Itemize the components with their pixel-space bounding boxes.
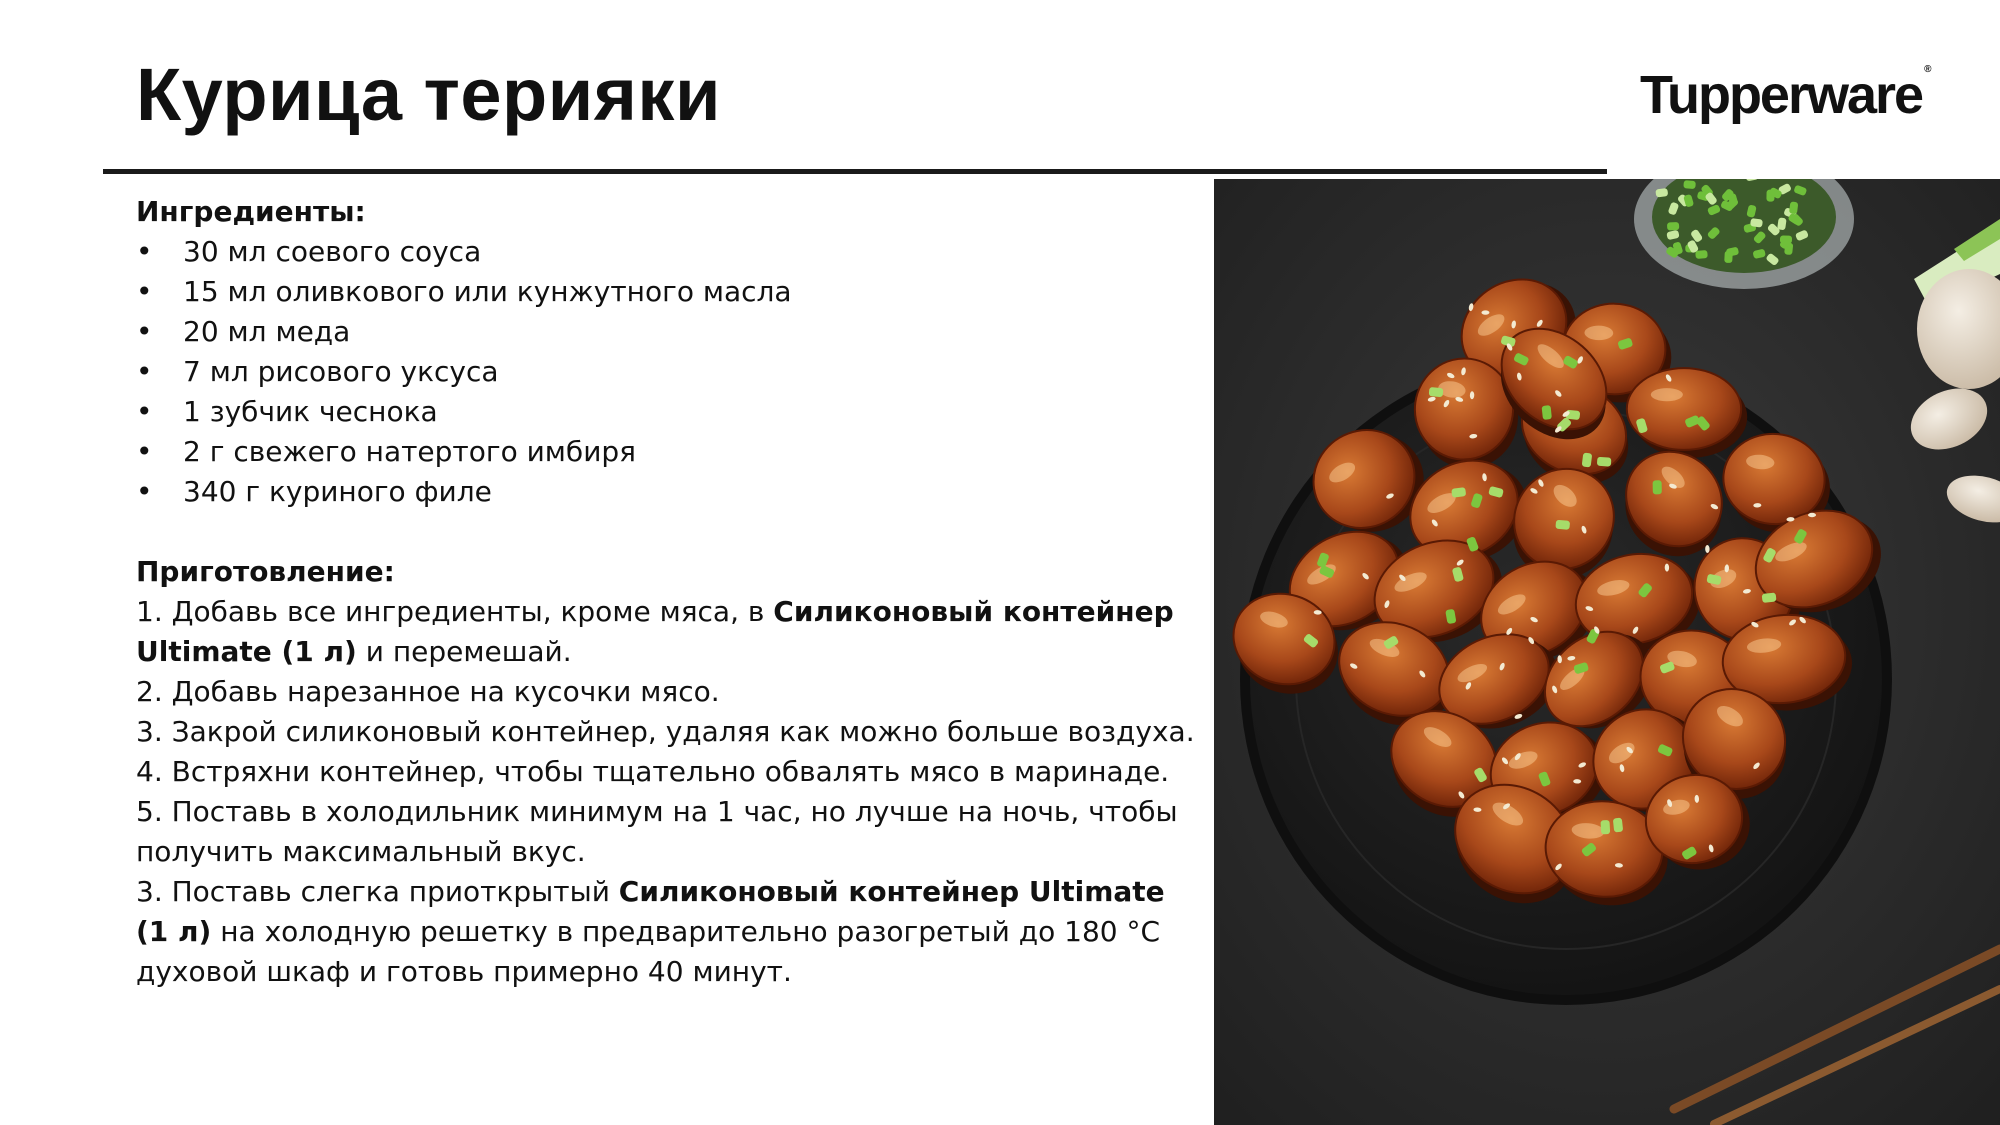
scallion-piece xyxy=(1582,452,1593,467)
ingredient-text: 2 г свежего натертого имбиря xyxy=(183,435,637,468)
scallion-piece xyxy=(1600,820,1610,834)
step-item: 3. Поставь слегка приоткрытый Силиконовый контейнер Ultimate (1 л) на холодную решетку в предварительно разогретый до 180 °С духовой шкаф и готовь примерно 40 минут. xyxy=(136,875,1165,988)
sesame-seed xyxy=(1481,310,1489,314)
list-item xyxy=(136,432,1196,472)
step-item: 1. Добавь все ингредиенты, кроме мяса, в Силиконовый контейнер Ultimate (1 л) и перемешай. xyxy=(136,595,1174,668)
ingredient-text: 340 г куриного филе xyxy=(183,475,492,508)
scallion-piece xyxy=(1429,387,1444,397)
ingredient-text: 1 зубчик чеснока xyxy=(183,395,438,428)
list-item xyxy=(136,352,1196,392)
preparation-heading: Приготовление: xyxy=(136,555,395,588)
bullet-glyph: • xyxy=(136,275,153,308)
step-item: 4. Встряхни контейнер, чтобы тщательно обвалять мясо в маринаде. xyxy=(136,755,1170,788)
scallion-piece xyxy=(1542,405,1552,420)
preparation-steps xyxy=(136,592,1196,992)
bullet-glyph: • xyxy=(136,355,153,388)
bullet-glyph: • xyxy=(136,435,153,468)
bullet-glyph: • xyxy=(136,475,153,508)
brand-logo-text: Tupperware xyxy=(1640,65,1923,125)
step-item: 2. Добавь нарезанное на кусочки мясо. xyxy=(136,675,720,708)
ingredient-text: 20 мл меда xyxy=(183,315,351,348)
bowl-scallion-piece xyxy=(1683,180,1696,189)
ingredient-text: 30 мл соевого соуса xyxy=(183,235,482,268)
list-item xyxy=(136,312,1196,352)
bullet-glyph: • xyxy=(136,315,153,348)
bowl-scallion-piece xyxy=(1766,190,1774,202)
scallion-piece xyxy=(1555,520,1570,530)
bullet-glyph: • xyxy=(136,395,153,428)
scallion-piece xyxy=(1451,487,1466,498)
sesame-seed xyxy=(1808,513,1816,517)
food-illustration xyxy=(1214,179,2000,1125)
bullet-glyph: • xyxy=(136,235,153,268)
list-item xyxy=(136,272,1196,312)
scallion-piece xyxy=(1762,593,1777,603)
step-item: 3. Закрой силиконовый контейнер, удаляя как можно больше воздуха. xyxy=(136,715,1195,748)
scallion-piece xyxy=(1597,457,1612,467)
scallion-piece xyxy=(1653,480,1662,494)
registered-mark: ® xyxy=(1924,64,1932,75)
list-item xyxy=(136,232,1196,272)
chicken-piece xyxy=(1627,368,1741,450)
recipe-text xyxy=(136,192,1196,992)
section-spacer xyxy=(136,512,1196,552)
step-item: 5. Поставь в холодильник минимум на 1 час, но лучше на ночь, чтобы получить максимальный вкус. xyxy=(136,795,1178,868)
brand-logo xyxy=(1640,64,1931,126)
title-divider xyxy=(103,169,1607,174)
ingredient-text: 7 мл рисового уксуса xyxy=(183,355,499,388)
bowl-scallion-piece xyxy=(1695,250,1708,259)
page-title: Курица терияки xyxy=(136,53,721,136)
list-item xyxy=(136,472,1196,512)
teriyaki-chicken-photo xyxy=(1214,179,2000,1125)
ingredients-heading: Ингредиенты: xyxy=(136,195,366,228)
bowl-scallion-piece xyxy=(1667,222,1679,231)
ingredient-text: 15 мл оливкового или кунжутного масла xyxy=(183,275,792,308)
ingredients-list xyxy=(136,232,1196,512)
scallion-piece xyxy=(1613,818,1623,833)
list-item xyxy=(136,392,1196,432)
glaze-highlight xyxy=(1651,388,1683,401)
